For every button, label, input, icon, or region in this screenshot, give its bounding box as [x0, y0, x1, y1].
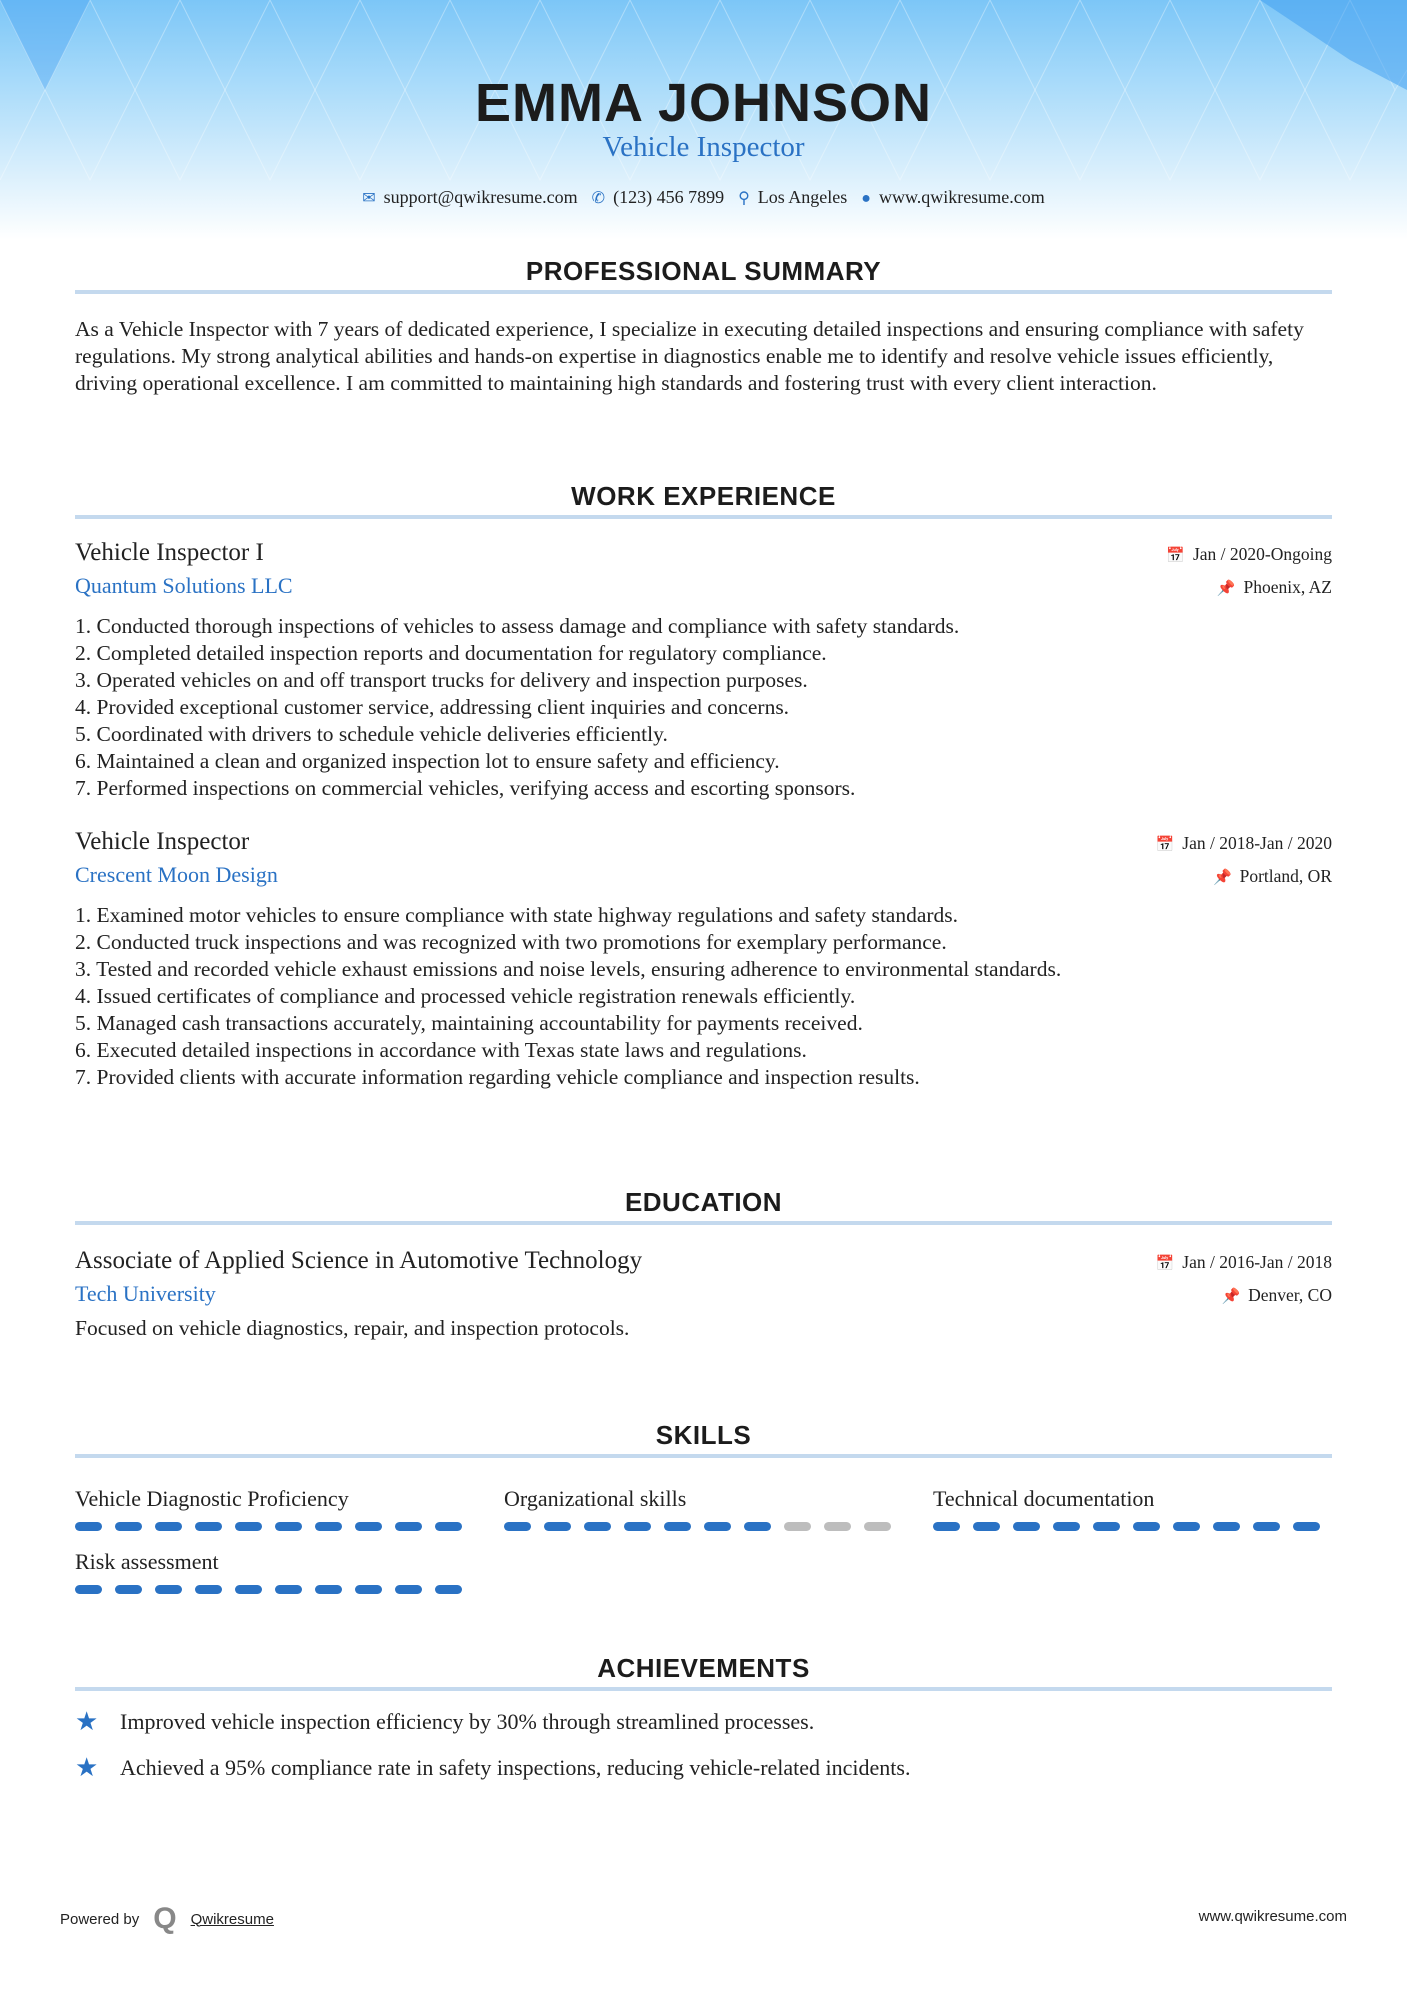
skill-name: Technical documentation [933, 1486, 1155, 1511]
rating-dot [1173, 1522, 1200, 1531]
rating-dot [115, 1585, 142, 1594]
brand-link[interactable]: Qwikresume [190, 1910, 274, 1928]
rating-dot [235, 1522, 262, 1531]
skill-name: Risk assessment [75, 1549, 219, 1574]
job-date: Jan / 2018-Jan / 2020 [1182, 833, 1332, 853]
contact-website[interactable]: ● www.qwikresume.com [861, 187, 1045, 207]
calendar-icon: 📅 [1166, 548, 1185, 564]
rating-dot [504, 1522, 531, 1531]
rating-dot [395, 1585, 422, 1594]
rating-dot [195, 1522, 222, 1531]
rating-dot [584, 1522, 611, 1531]
rating-dot [784, 1522, 811, 1531]
job-title: Vehicle Inspector [602, 131, 805, 163]
rating-dot [315, 1585, 342, 1594]
contact-location: ⚲ Los Angeles [738, 187, 848, 207]
summary-section [75, 256, 1332, 397]
rating-dot [75, 1522, 102, 1531]
envelope-icon: ✉ [362, 190, 376, 207]
job-role: Vehicle Inspector [75, 828, 250, 855]
section-heading: EDUCATION [624, 1187, 783, 1217]
rating-dot [435, 1522, 462, 1531]
skill-item [75, 1549, 475, 1594]
section-divider [75, 515, 1332, 519]
rating-dot [1013, 1522, 1040, 1531]
rating-dot [1213, 1522, 1240, 1531]
contact-email[interactable]: ✉ support@qwikresume.com [362, 187, 578, 207]
rating-dot [1253, 1522, 1280, 1531]
contact-bar [0, 187, 1407, 208]
candidate-name: EMMA JOHNSON [474, 73, 933, 133]
rating-dot [1133, 1522, 1160, 1531]
list-item: 7. Performed inspections on commercial vehicles, verifying access and escorting sponsors. [75, 776, 856, 800]
work-section [75, 481, 1332, 1091]
section-heading: WORK EXPERIENCE [571, 481, 836, 511]
section-divider [75, 1687, 1332, 1691]
achievement-item: ★ Achieved a 95% compliance rate in safety inspections, reducing vehicle-related incidents. [75, 1753, 911, 1782]
section-heading: PROFESSIONAL SUMMARY [525, 256, 882, 286]
skill-item [933, 1486, 1333, 1531]
powered-by-label: Powered by [60, 1910, 140, 1928]
calendar-icon: 📅 [1155, 837, 1175, 853]
pin-icon: 📌 [1212, 870, 1232, 886]
skill-item [75, 1486, 475, 1531]
rating-dot [973, 1522, 1000, 1531]
job-location: Portland, OR [1239, 866, 1332, 886]
list-item: 5. Managed cash transactions accurately, maintaining accountability for payments received. [75, 1011, 863, 1035]
globe-icon: ● [861, 190, 871, 207]
rating-dot [1053, 1522, 1080, 1531]
skill-rating [75, 1585, 475, 1594]
rating-dot [864, 1522, 891, 1531]
job-role: Vehicle Inspector I [75, 539, 264, 566]
skills-section [75, 1420, 1332, 1594]
job-entry [75, 539, 1332, 802]
skill-name: Organizational skills [504, 1486, 687, 1511]
rating-dot [75, 1585, 102, 1594]
footer-powered [60, 1902, 274, 1936]
job-location: Phoenix, AZ [1243, 577, 1332, 597]
school-name: Tech University [75, 1281, 216, 1306]
calendar-icon: 📅 [1155, 1256, 1175, 1272]
footer-site[interactable]: www.qwikresume.com [1198, 1908, 1347, 1925]
list-item: 5. Coordinated with drivers to schedule vehicle deliveries efficiently. [75, 722, 668, 746]
list-item: 3. Operated vehicles on and off transport trucks for delivery and inspection purposes. [75, 668, 808, 692]
company-name: Crescent Moon Design [75, 862, 278, 887]
contact-phone[interactable]: ✆ (123) 456 7899 [591, 187, 725, 207]
qwikresume-logo-icon: Q [153, 1902, 177, 1935]
job-entry [75, 828, 1332, 1091]
rating-dot [544, 1522, 571, 1531]
section-heading: ACHIEVEMENTS [597, 1653, 810, 1683]
skills-grid [75, 1486, 1332, 1594]
map-pin-icon: ⚲ [738, 190, 750, 207]
header-banner [0, 0, 1407, 240]
rating-dot [115, 1522, 142, 1531]
skill-name: Vehicle Diagnostic Proficiency [75, 1486, 349, 1511]
list-item: 2. Conducted truck inspections and was recognized with two promotions for exemplary performance. [75, 930, 947, 954]
phone-icon: ✆ [591, 190, 606, 207]
rating-dot [155, 1522, 182, 1531]
list-item: 6. Maintained a clean and organized inspection lot to ensure safety and efficiency. [75, 749, 780, 773]
list-item: 1. Conducted thorough inspections of vehicles to assess damage and compliance with safety standards. [75, 614, 960, 638]
rating-dot [824, 1522, 851, 1531]
duty-list [75, 902, 1332, 1091]
rating-dot [435, 1585, 462, 1594]
rating-dot [195, 1585, 222, 1594]
star-icon: ★ [75, 1753, 99, 1782]
star-icon: ★ [75, 1707, 99, 1736]
skill-rating [933, 1522, 1333, 1531]
rating-dot [933, 1522, 960, 1531]
rating-dot [704, 1522, 731, 1531]
pin-icon: 📌 [1216, 581, 1236, 597]
rating-dot [235, 1585, 262, 1594]
rating-dot [355, 1522, 382, 1531]
job-date: Jan / 2020-Ongoing [1192, 544, 1332, 564]
pin-icon: 📌 [1221, 1289, 1241, 1305]
rating-dot [664, 1522, 691, 1531]
achievement-item: ★ Improved vehicle inspection efficiency by 30% through streamlined processes. [75, 1707, 815, 1736]
list-item: 2. Completed detailed inspection reports and documentation for regulatory compliance. [75, 641, 827, 665]
rating-dot [155, 1585, 182, 1594]
section-divider [75, 1221, 1332, 1225]
section-divider [75, 1454, 1332, 1458]
rating-dot [275, 1585, 302, 1594]
skill-rating [504, 1522, 904, 1531]
rating-dot [275, 1522, 302, 1531]
rating-dot [744, 1522, 771, 1531]
rating-dot [395, 1522, 422, 1531]
skill-item [504, 1486, 904, 1531]
rating-dot [355, 1585, 382, 1594]
list-item: 4. Issued certificates of compliance and processed vehicle registration renewals efficiently. [75, 984, 856, 1008]
list-item: 3. Tested and recorded vehicle exhaust emissions and noise levels, ensuring adherence to environmental standards. [75, 957, 1062, 981]
rating-dot [1093, 1522, 1120, 1531]
rating-dot [624, 1522, 651, 1531]
rating-dot [315, 1522, 342, 1531]
list-item: 4. Provided exceptional customer service, addressing client inquiries and concerns. [75, 695, 790, 719]
section-heading: SKILLS [655, 1420, 752, 1450]
rating-dot [1293, 1522, 1320, 1531]
skill-rating [75, 1522, 475, 1531]
education-date: Jan / 2016-Jan / 2018 [1182, 1252, 1332, 1272]
achievements-section [75, 1653, 1332, 1783]
degree-name: Associate of Applied Science in Automotive Technology [75, 1247, 643, 1274]
section-divider [75, 290, 1332, 294]
company-name: Quantum Solutions LLC [75, 573, 293, 598]
summary-text: As a Vehicle Inspector with 7 years of dedicated experience, I specialize in executing detailed inspections and ensuring compliance with safety regulations. My strong analytical abilities and hands-on expertise in diagnostics enable me to identify and resolve vehicle issues efficiently, driving operational excellence. I am committed to maintaining high standards and fostering trust with every client interaction. [75, 317, 1304, 395]
education-location: Denver, CO [1248, 1285, 1332, 1305]
list-item: 7. Provided clients with accurate information regarding vehicle compliance and inspection results. [75, 1065, 920, 1089]
education-section [75, 1187, 1332, 1342]
duty-list [75, 613, 1332, 802]
education-description: Focused on vehicle diagnostics, repair, and inspection protocols. [75, 1316, 630, 1340]
list-item: 6. Executed detailed inspections in accordance with Texas state laws and regulations. [75, 1038, 807, 1062]
list-item: 1. Examined motor vehicles to ensure compliance with state highway regulations and safety standards. [75, 903, 959, 927]
